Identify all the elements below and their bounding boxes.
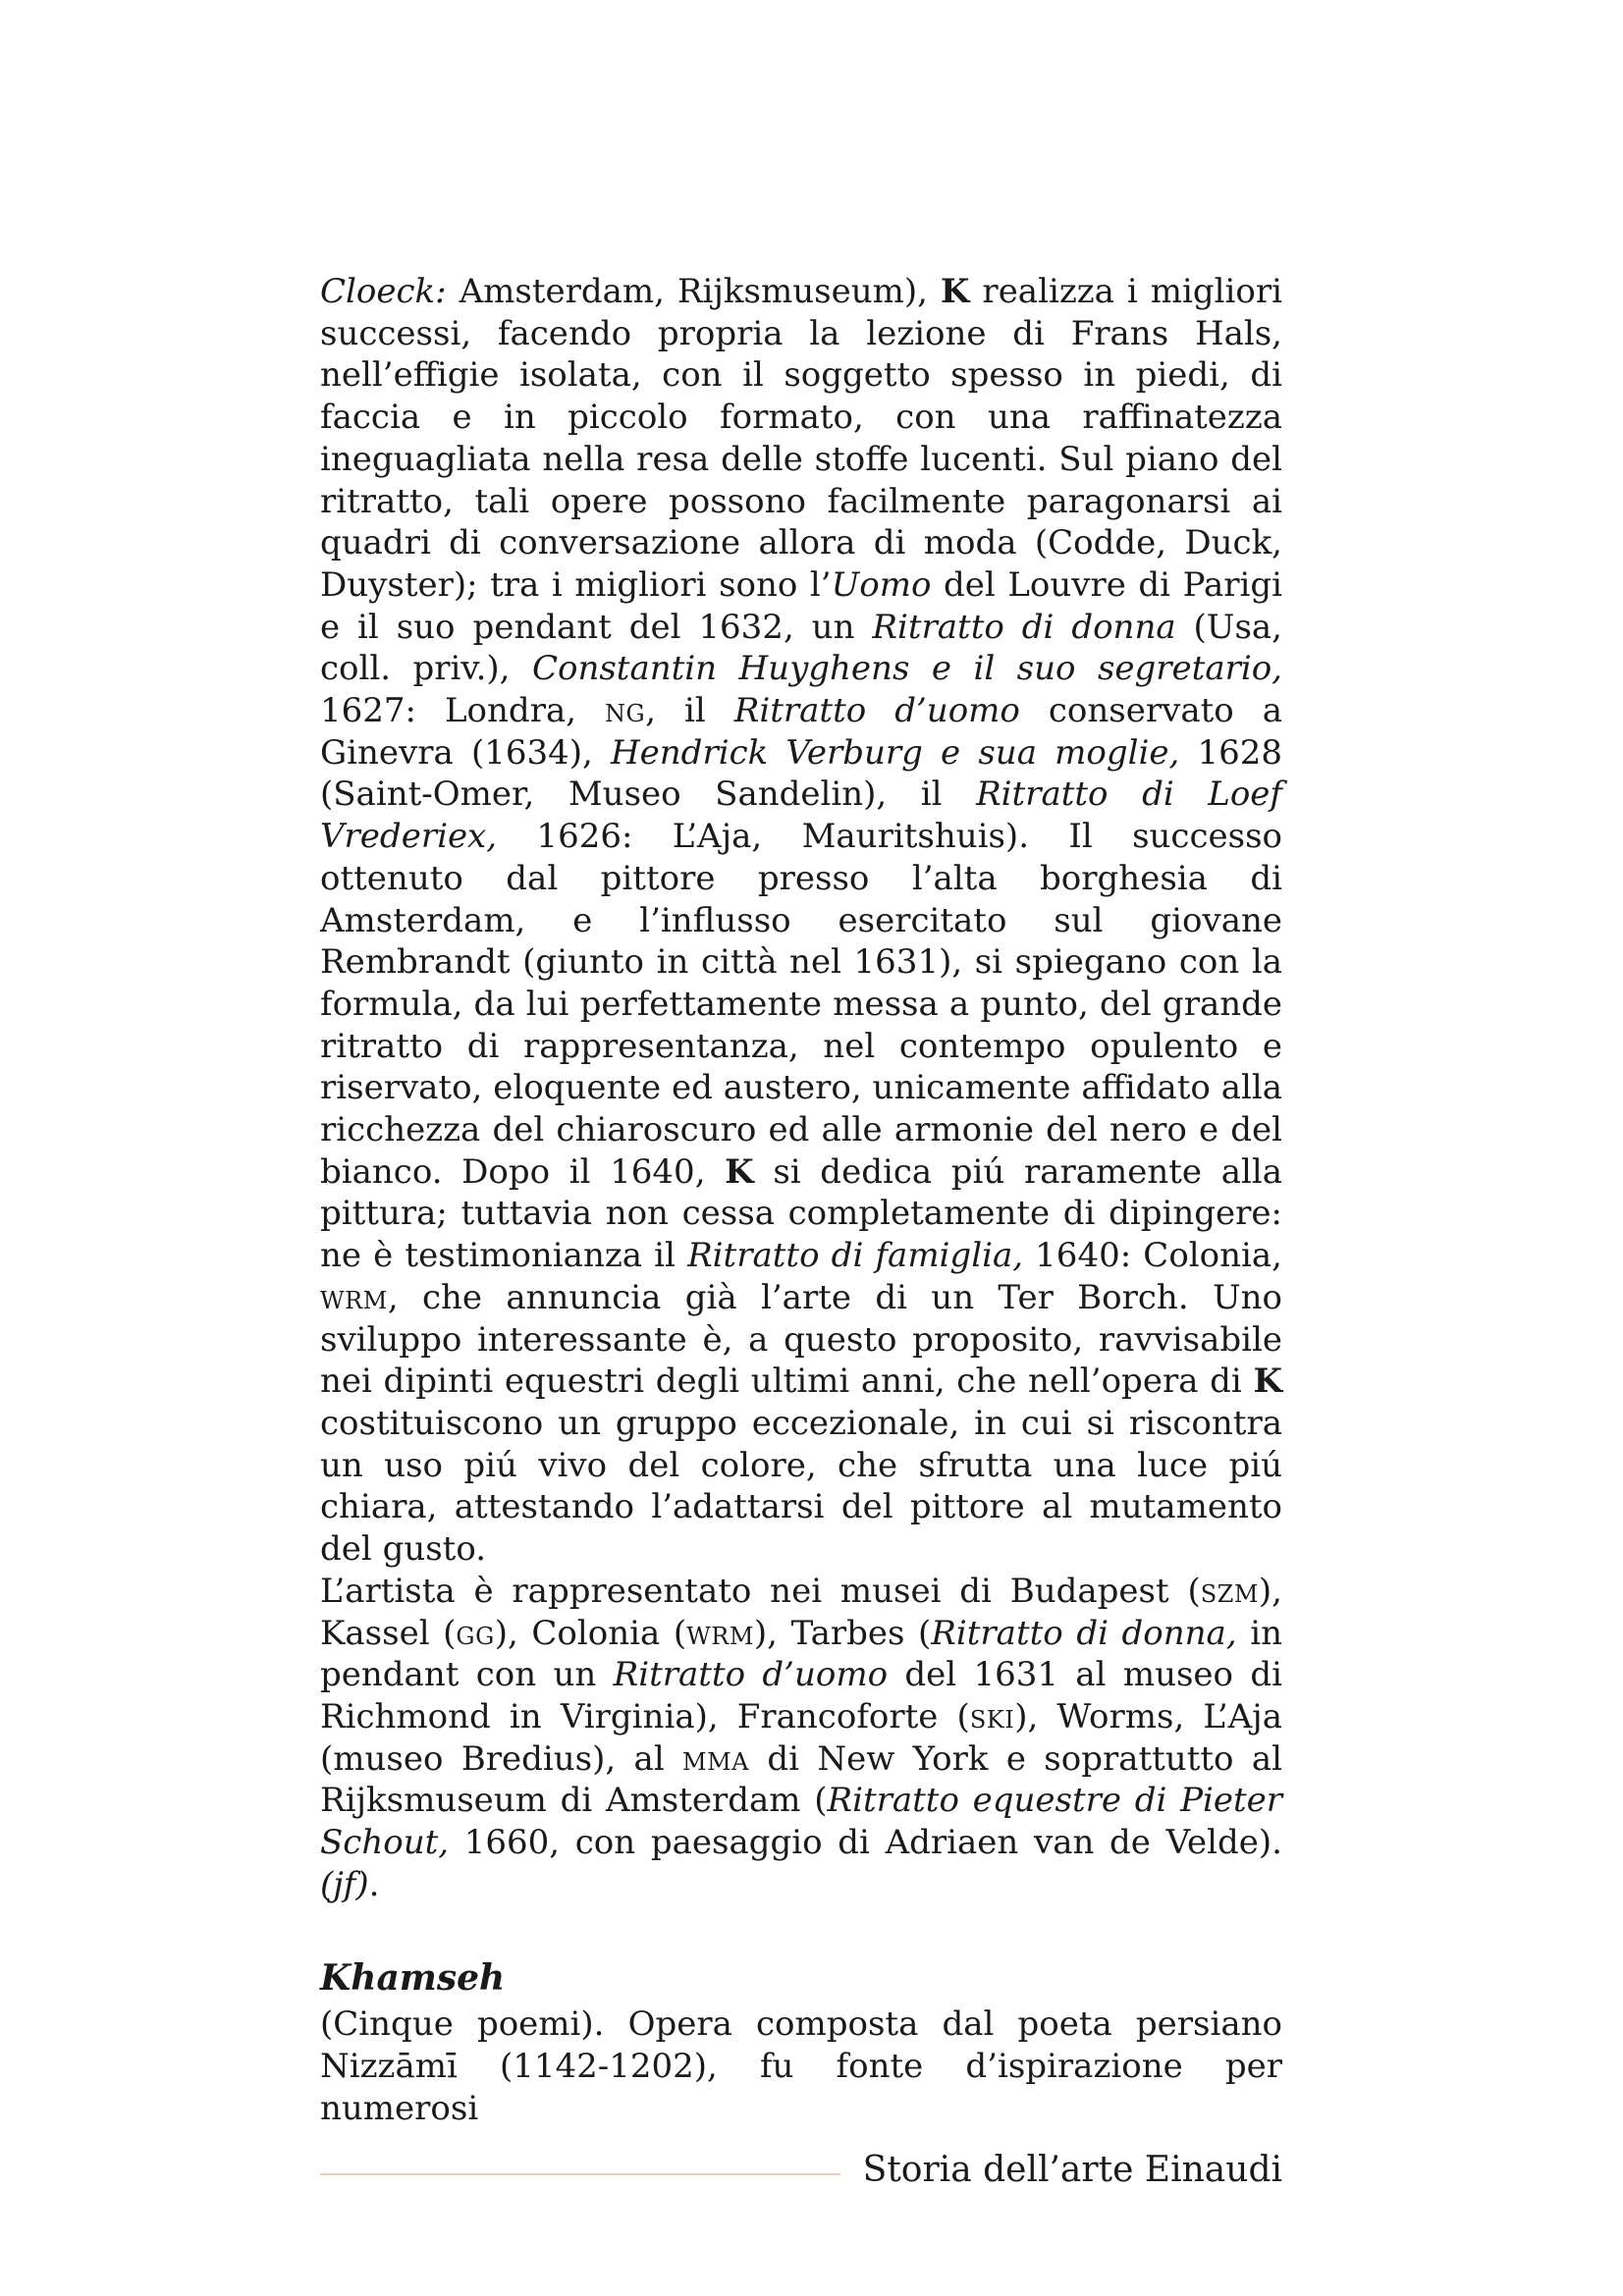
artwork-title: Ritratto di donna — [872, 607, 1176, 647]
paragraph-1 — [320, 271, 1282, 1571]
text-span: . — [368, 1864, 380, 1904]
text-span: di New York e soprattutto al Rijksmuseum di Amsterdam ( — [320, 1738, 1282, 1821]
text-span: realizza i migliori successi, facendo propria la lezione di Frans Hals, nell’effigie isolata, con il soggetto spesso in piedi, di faccia e in piccolo formato, con una raffinatezza ineguagliata nella resa delle stoffe lucenti. Sul piano del ritratto, tali opere possono facilmente paragonarsi ai quadri di conversazione allora di moda (Codde, Duck, Duyster); tra i migliori sono l’ — [320, 272, 1282, 605]
text-span: 1628 (Saint-Omer, Museo Sandelin), il — [320, 732, 1283, 815]
text-span: 1626: L’Aja, Mauritshuis). Il successo ottenuto dal pittore presso l’alta borghesia di Amsterdam, e l’influsso esercitato sul giovane Rembrandt (giunto in città nel 1631), si spiegano con la formula, da lui perfettamente messa a punto, del grande ritratto di rappresentanza, nel contempo opulento e riservato, eloquente ed austero, unicamente affidato alla ricchezza del chiaroscuro ed alle armonie del nero e del bianco. Dopo il 1640, — [320, 817, 1282, 1192]
page-body — [320, 271, 1282, 2130]
author-initials: (jf) — [320, 1864, 369, 1904]
entry-text: (Cinque poemi). Opera composta dal poeta persiano Nizzāmī (1142-1202), fu fonte d’ispirazione per numerosi — [320, 2004, 1282, 2128]
text-span: , che annuncia già l’arte di un Ter Borch. Uno sviluppo interessante è, a questo proposito, ravvisabile nei dipinti equestri degli ultimi anni, che nell’opera di — [320, 1277, 1282, 1402]
paragraph-2 — [320, 1571, 1282, 1906]
museum-abbrev: gg — [456, 1613, 495, 1653]
artwork-title: Uomo — [831, 564, 932, 605]
italic-text: Cloeck: — [320, 272, 447, 311]
text-span: (Usa, coll. priv.), — [320, 607, 1282, 689]
text-span: Amsterdam, Rijksmuseum), — [446, 272, 941, 311]
artist-abbrev: K — [940, 272, 970, 311]
text-span: ), Kassel ( — [320, 1571, 1282, 1653]
artwork-title: Ritratto d’uomo — [613, 1655, 889, 1695]
text-span: conservato a Ginevra (1634), — [320, 691, 1282, 773]
text-span: ), Tarbes ( — [753, 1613, 932, 1653]
page-footer — [320, 2148, 1282, 2193]
artist-abbrev: K — [725, 1151, 754, 1192]
artwork-title: Ritratto equestre di Pieter Schout, — [320, 1781, 1282, 1863]
entry-title: Khamseh — [320, 1957, 506, 2000]
artwork-title: Ritratto di donna, — [931, 1613, 1237, 1653]
museum-abbrev: mma — [682, 1738, 750, 1779]
text-span: , il — [645, 691, 734, 731]
museum-abbrev: ng — [605, 691, 646, 731]
text-span: in pendant con un — [320, 1613, 1282, 1695]
museum-abbrev: ski — [969, 1696, 1015, 1736]
museum-abbrev: wrm — [686, 1613, 754, 1653]
museum-abbrev: wrm — [320, 1277, 388, 1317]
artwork-title: Constantin Huyghens e il suo segretario, — [531, 649, 1282, 689]
text-span: ), Colonia ( — [494, 1613, 687, 1653]
text-span: 1640: Colonia, — [1023, 1236, 1282, 1276]
text-span: del Louvre di Parigi e il suo pendant del 1632, un — [320, 564, 1282, 647]
text-span: 1660, con paesaggio di Adriaen van de Velde). — [449, 1823, 1282, 1863]
text-span: costituiscono un gruppo eccezionale, in cui si riscontra un uso piú vivo del colore, che sfrutta una luce piú chiara, attestando l’adattarsi del pittore al mutamento del gusto. — [320, 1403, 1282, 1570]
footer-publication: Storia dell’arte Einaudi — [862, 2150, 1282, 2190]
text-span: ), Worms, L’Aja (museo Bredius), al — [320, 1696, 1282, 1779]
text-span: 1627: Londra, — [320, 691, 606, 731]
artwork-title: Ritratto di Loef Vrederiex, — [320, 774, 1282, 857]
footer-rule — [320, 2173, 840, 2175]
artist-abbrev: K — [1253, 1362, 1282, 1402]
text-span: L’artista è rappresentato nei musei di Budapest ( — [320, 1571, 1201, 1611]
text-span: si dedica piú raramente alla pittura; tuttavia non cessa completamente di dipingere: ne è testimonianza il — [320, 1151, 1282, 1276]
artwork-title: Ritratto d’uomo — [733, 691, 1020, 731]
museum-abbrev: szm — [1200, 1571, 1259, 1611]
artwork-title: Hendrick Verburg e sua moglie, — [611, 732, 1180, 773]
text-span: del 1631 al museo di Richmond in Virginia), Francoforte ( — [320, 1655, 1282, 1736]
artwork-title: Ritratto di famiglia, — [687, 1236, 1024, 1276]
